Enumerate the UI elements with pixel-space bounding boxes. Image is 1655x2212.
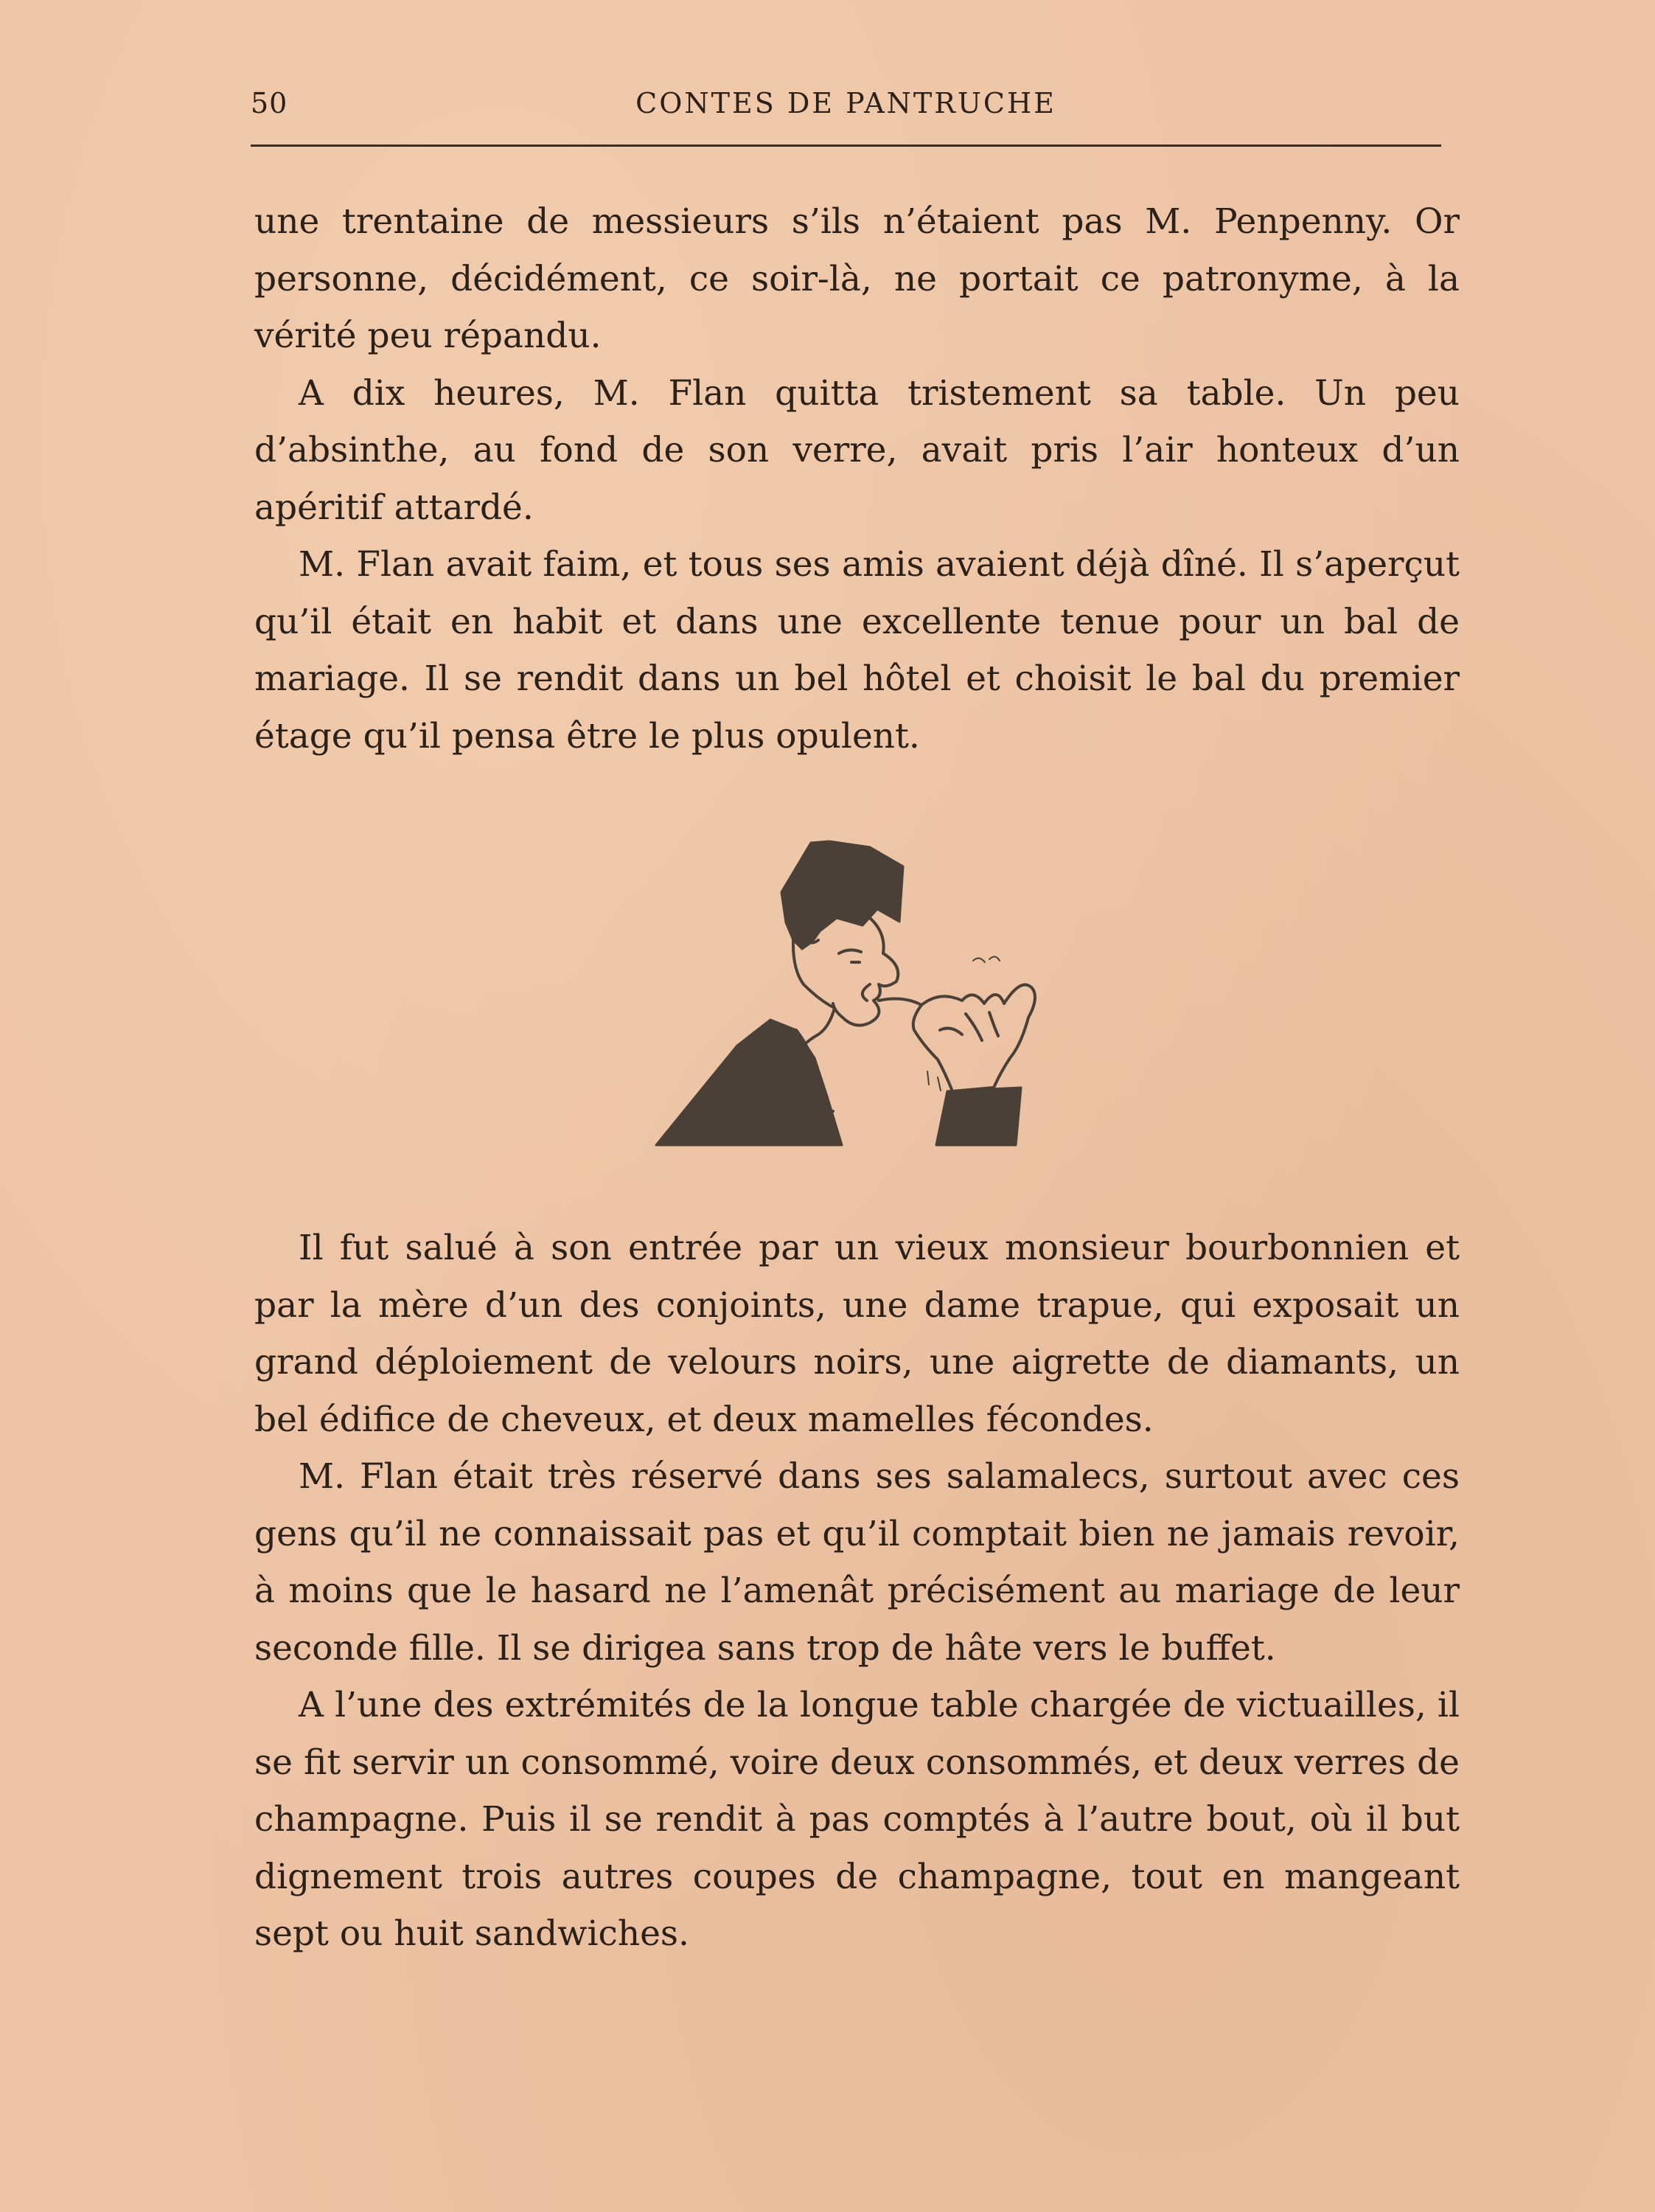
illustration-man-smoking xyxy=(649,837,1076,1158)
running-head xyxy=(251,87,1441,131)
paragraph: A l’une des extrémités de la longue table chargée de victuailles, il se fit servir un consommé, voire deux consommés, et deux verres de champagne. Puis il se rendit à pas comptés à l’autre bout, où il but dignement trois autres coupes de champagne, tout en mangeant sept ou huit sandwiches. xyxy=(254,1685,1460,1954)
paragraph: une trentaine de messieurs s’ils n’étaient pas M. Penpenny. Or personne, décidément, ce soir-là, ne portait ce patronyme, à la vérité peu répandu. xyxy=(254,201,1460,356)
text-block-top xyxy=(254,193,1460,765)
header-rule xyxy=(251,145,1441,147)
running-title: CONTES DE PANTRUCHE xyxy=(635,87,1056,119)
paragraph: M. Flan avait faim, et tous ses amis avaient déjà dîné. Il s’aperçut qu’il était en habit et dans une excellente tenue pour un bal de mariage. Il se rendit dans un bel hôtel et choisit le bal du premier étage qu’il pensa être le plus opulent. xyxy=(254,544,1460,757)
paragraph: M. Flan était très réservé dans ses salamalecs, surtout avec ces gens qu’il ne connaissait pas et qu’il comptait bien ne jamais revoir, à moins que le hasard ne l’amenât précisément au mariage de leur seconde fille. Il se dirigea sans trop de hâte vers le buffet. xyxy=(254,1456,1460,1669)
page-number: 50 xyxy=(251,87,288,119)
paragraph: A dix heures, M. Flan quitta tristement sa table. Un peu d’absinthe, au fond de son verre, avait pris l’air honteux d’un apéritif attardé. xyxy=(254,372,1460,528)
text-block-bottom xyxy=(254,1220,1460,1963)
paragraph: Il fut salué à son entrée par un vieux monsieur bourbonnien et par la mère d’un des conjoints, une dame trapue, qui exposait un grand déploiement de velours noirs, une aigrette de diamants, un bel édifice de cheveux, et deux mamelles fécondes. xyxy=(254,1228,1460,1440)
